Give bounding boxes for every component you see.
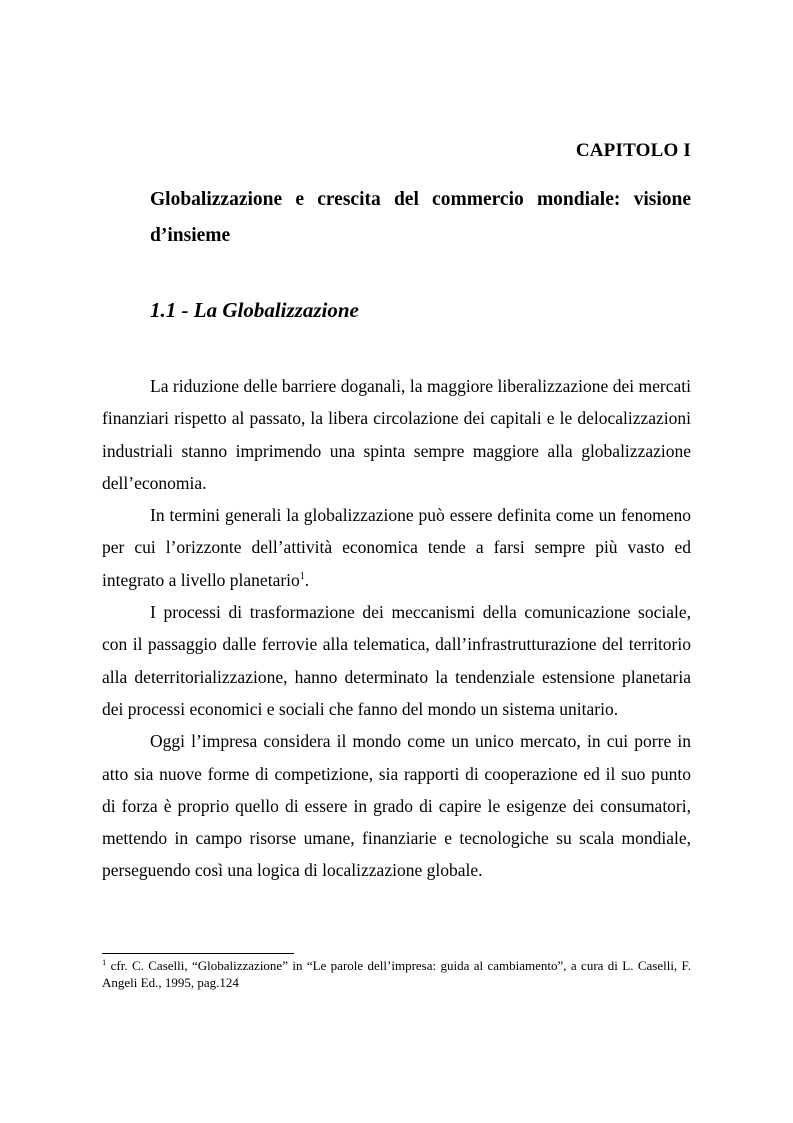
- footnote-number: 1: [102, 957, 107, 967]
- paragraph-2: In termini generali la globalizzazione può essere definita come un fenomeno per cui l’orizzonte dell’attività economica tende a farsi sempre più vasto ed integrato a livello planetario$^1$.: [102, 505, 691, 590]
- body-text: [102, 370, 691, 887]
- chapter-label: CAPITOLO I: [575, 140, 691, 161]
- footnote-1: [102, 958, 691, 991]
- paragraph-4: Oggi l’impresa considera il mondo come un unico mercato, in cui porre in atto sia nuove forme di competizione, sia rapporti di cooperazione ed il suo punto di forza è proprio quello di essere in grado di capire le esigenze dei consumatori, mettendo in campo risorse umane, finanziarie e tecnologiche su scala mondiale, perseguendo così una logica di localizzazione globale.: [102, 731, 691, 881]
- footnote-divider: [102, 953, 294, 954]
- section-heading: 1.1 - La Globalizzazione: [150, 298, 359, 322]
- footnote-text: cfr. C. Caselli, “Globalizzazione” in “Le parole dell’impresa: guida al cambiamento”, a cura di L. Caselli, F. Angeli Ed., 1995, pag.124: [102, 958, 691, 990]
- paragraph-1: La riduzione delle barriere doganali, la maggiore liberalizzazione dei mercati finanziari rispetto al passato, la libera circolazione dei capitali e le delocalizzazioni industriali stanno imprimendo una spinta sempre maggiore alla globalizzazione dell’economia.: [102, 376, 691, 493]
- chapter-title: Globalizzazione e crescita del commercio mondiale: visione d’insieme: [150, 189, 691, 246]
- paragraph-3: I processi di trasformazione dei meccanismi della comunicazione sociale, con il passaggio dalle ferrovie alla telematica, dall’infrastrutturazione del territorio alla deterritorializzazione, hanno determinato la tendenziale estensione planetaria dei processi economici e sociali che fanno del mondo un sistema unitario.: [102, 602, 691, 719]
- footnote-reference[interactable]: 1: [299, 570, 305, 582]
